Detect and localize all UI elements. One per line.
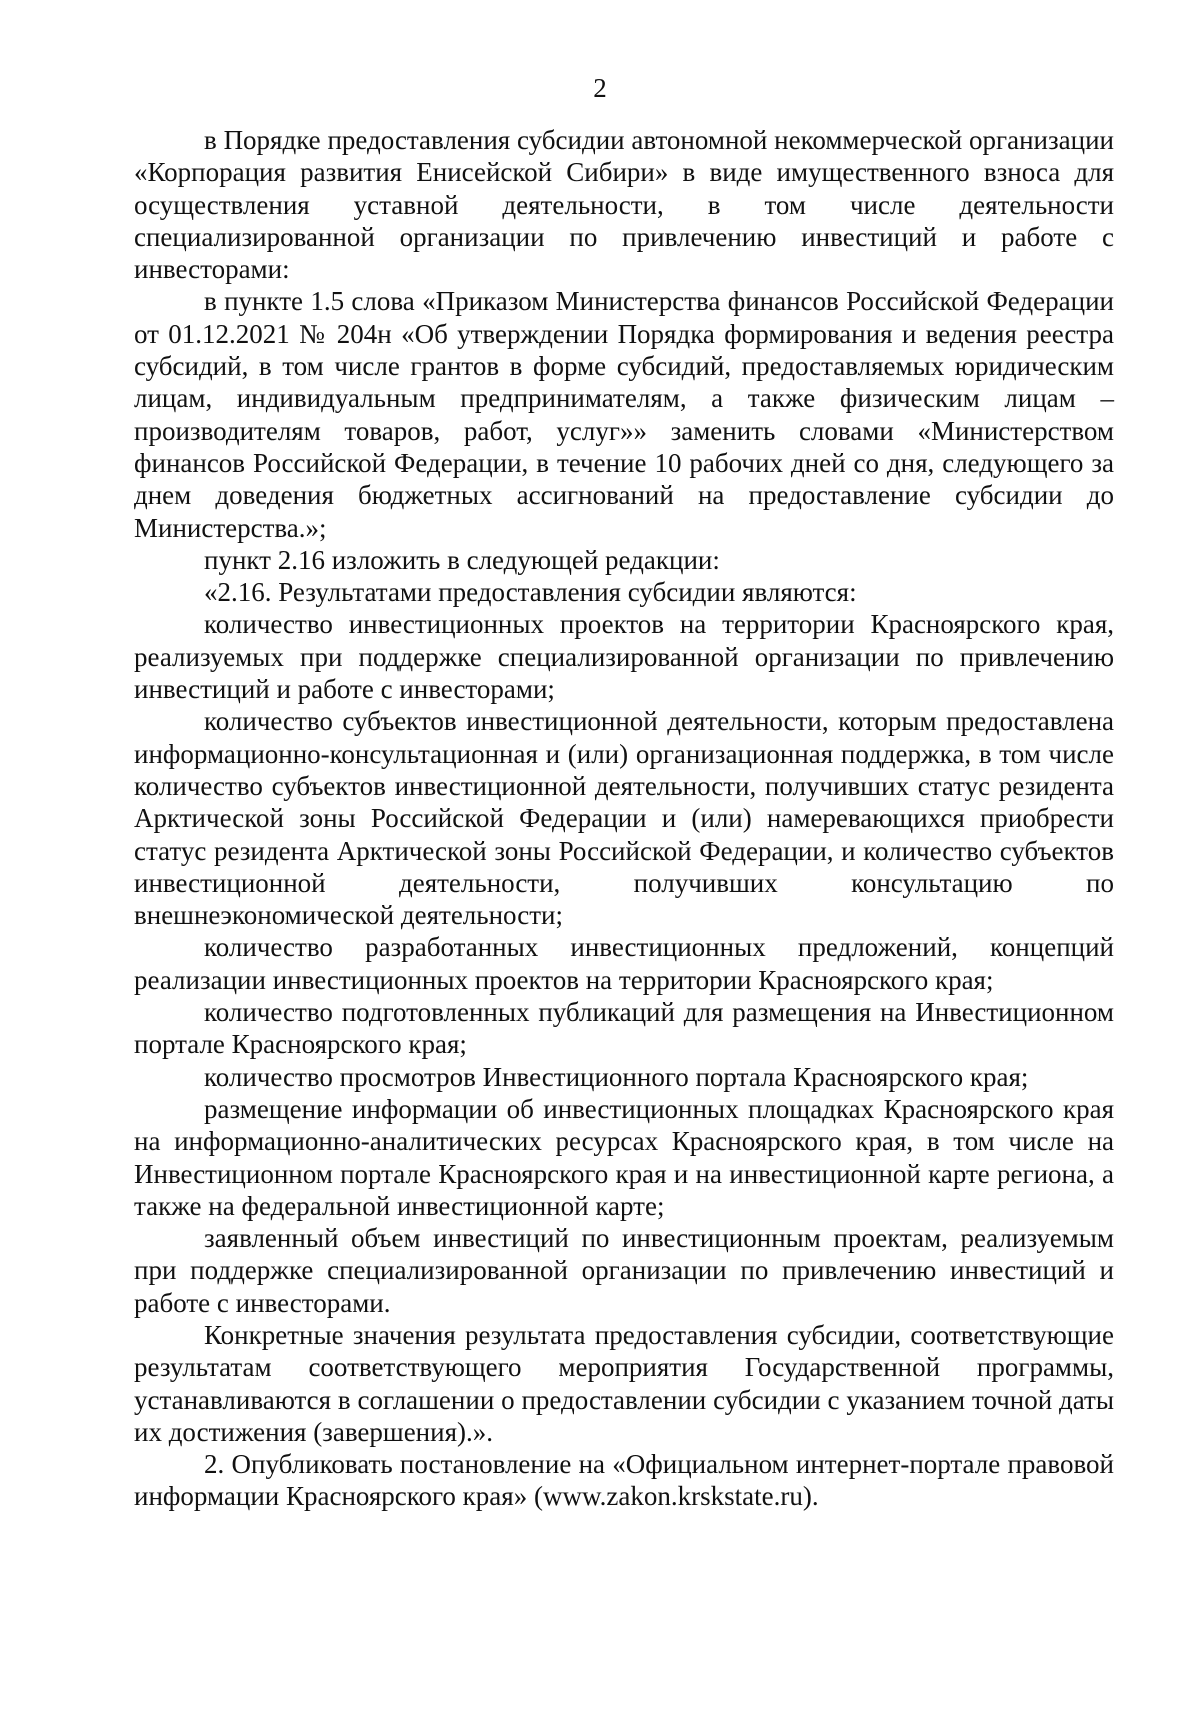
paragraph-result-views: количество просмотров Инвестиционного портала Красноярского края;	[204, 1061, 1029, 1092]
paragraph-result-sites: размещение информации об инвестиционных площадках Красноярского края на информационно-аналитических ресурсах Красноярского края, в том числе на Инвестиционном портале Красноярского края и на инвестиционной карте региона, а также на федеральной инвестиционной карте;	[134, 1093, 1114, 1221]
paragraph-result-investment-volume: заявленный объем инвестиций по инвестиционным проектам, реализуемым при поддержке специализированной организации по привлечению инвестиций и работе с инвесторами.	[134, 1223, 1114, 1318]
paragraph-procedure-intro: в Порядке предоставления субсидии автономной некоммерческой организации «Корпорация развития Енисейской Сибири» в виде имущественного взноса для осуществления уставной деятельности, в том числе деятельности специализированной организации по привлечению инвестиций и работе с инвесторами:	[134, 125, 1114, 285]
paragraph-result-subjects: количество субъектов инвестиционной деятельности, которым предоставлена информационно-консультационная и (или) организационная поддержка, в том числе количество субъектов инвестиционной деятельности, получивших статус резидента Арктической зоны Российской Федерации и (или) намеревающихся приобрести статус резидента Арктической зоны Российской Федерации, и количество субъектов инвестиционной деятельности, получивших консультацию по внешнеэкономической деятельности;	[134, 706, 1114, 931]
paragraph-specific-values: Конкретные значения результата предоставления субсидии, соответствующие результатам соответствующего мероприятия Государственной программы, устанавливаются в соглашении о предоставлении субсидии с указанием точной даты их достижения (завершения).».	[134, 1319, 1114, 1447]
paragraph-publication-order: 2. Опубликовать постановление на «Официальном интернет-портале правовой информации Красноярского края» (www.zakon.krskstate.ru).	[134, 1449, 1114, 1512]
page-number: 2	[593, 73, 607, 103]
paragraph-results-heading: «2.16. Результатами предоставления субсидии являются:	[204, 577, 857, 608]
document-body	[134, 124, 1114, 1513]
paragraph-clause-1-5: в пункте 1.5 слова «Приказом Министерства финансов Российской Федерации от 01.12.2021 № 204н «Об утверждении Порядка формирования и ведения реестра субсидий, в том числе грантов в форме субсидий, предоставляемых юридическим лицам, индивидуальным предпринимателям, а также физическим лицам – производителям товаров, работ, услуг»» заменить словами «Министерством финансов Российской Федерации, в течение 10 рабочих дней со дня, следующего за днем доведения бюджетных ассигнований на предоставление субсидии до Министерства.»;	[134, 286, 1114, 543]
paragraph-result-proposals: количество разработанных инвестиционных предложений, концепций реализации инвестиционных проектов на территории Красноярского края;	[134, 932, 1114, 995]
paragraph-clause-2-16-intro: пункт 2.16 изложить в следующей редакции:	[204, 544, 720, 575]
paragraph-result-projects: количество инвестиционных проектов на территории Красноярского края, реализуемых при поддержке специализированной организации по привлечению инвестиций и работе с инвесторами;	[134, 609, 1114, 705]
paragraph-result-publications: количество подготовленных публикаций для размещения на Инвестиционном портале Красноярского края;	[134, 997, 1114, 1060]
